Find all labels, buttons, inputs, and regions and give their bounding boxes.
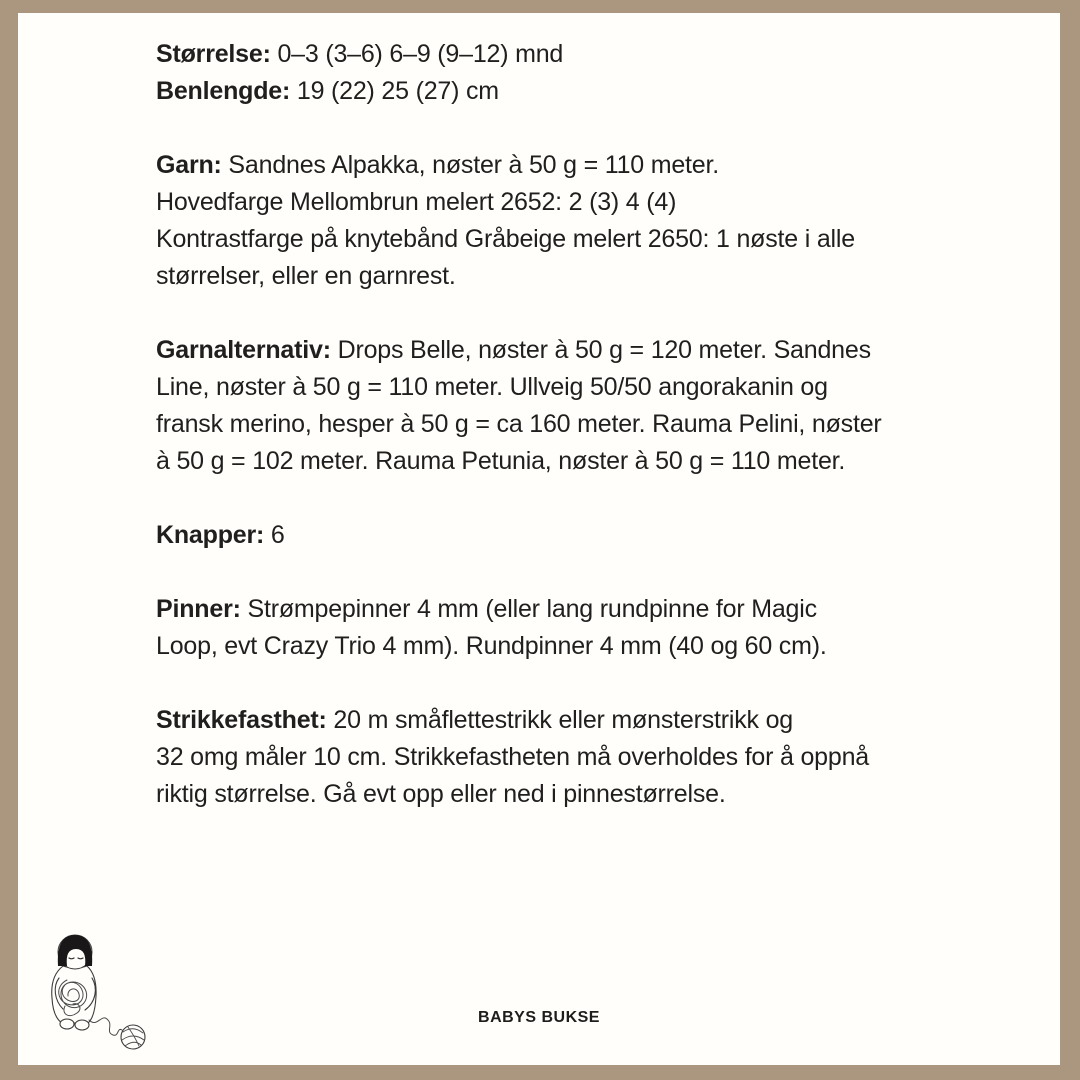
line-text: Kontrastfarge på knytebånd Gråbeige melert 2650: 1 nøste i alle: [156, 225, 855, 253]
line-label: Benlengde:: [156, 77, 291, 105]
pattern-line: [156, 147, 882, 184]
line-label: Garn:: [156, 151, 222, 179]
pattern-section: [156, 36, 882, 110]
pattern-section: [156, 702, 882, 813]
child-with-yarn-illustration: [35, 920, 165, 1060]
line-text: Line, nøster à 50 g = 110 meter. Ullveig 50/50 angorakanin og: [156, 373, 828, 401]
pattern-line: [156, 258, 882, 295]
line-text: Drops Belle, nøster à 50 g = 120 meter. Sandnes: [330, 336, 871, 364]
pattern-line: [156, 221, 882, 258]
pattern-line: [156, 443, 882, 480]
line-label: Pinner:: [156, 595, 241, 623]
pattern-line: [156, 184, 882, 221]
pattern-line: [156, 702, 882, 739]
line-text: 19 (22) 25 (27) cm: [290, 77, 499, 105]
pattern-line: [156, 591, 882, 628]
pattern-section: [156, 517, 882, 554]
line-text: størrelser, eller en garnrest.: [156, 262, 456, 290]
pattern-card: [18, 13, 1060, 1065]
line-text: Strømpepinner 4 mm (eller lang rundpinne for Magic: [240, 595, 817, 623]
pattern-section: [156, 332, 882, 480]
pattern-line: [156, 628, 882, 665]
pattern-line: [156, 517, 882, 554]
line-text: 32 omg måler 10 cm. Strikkefastheten må overholdes for å oppnå: [156, 743, 869, 771]
line-label: Garnalternativ:: [156, 336, 331, 364]
pattern-line: [156, 406, 882, 443]
pattern-line: [156, 36, 882, 73]
line-label: Strikkefasthet:: [156, 706, 327, 734]
line-text: riktig størrelse. Gå evt opp eller ned i pinnestørrelse.: [156, 780, 726, 808]
pattern-text-column: [156, 36, 882, 813]
pattern-section: [156, 147, 882, 295]
line-text: Loop, evt Crazy Trio 4 mm). Rundpinner 4 mm (40 og 60 cm).: [156, 632, 827, 660]
pattern-line: [156, 369, 882, 406]
footer-title: BABYS BUKSE: [478, 1009, 600, 1026]
pattern-line: [156, 73, 882, 110]
pattern-line: [156, 739, 882, 776]
line-text: à 50 g = 102 meter. Rauma Petunia, nøster à 50 g = 110 meter.: [156, 447, 846, 475]
pattern-line: [156, 776, 882, 813]
line-label: Knapper:: [156, 521, 265, 549]
pattern-section: [156, 591, 882, 665]
line-text: Sandnes Alpakka, nøster à 50 g = 110 meter.: [221, 151, 719, 179]
line-text: fransk merino, hesper à 50 g = ca 160 meter. Rauma Pelini, nøster: [156, 410, 882, 438]
line-label: Størrelse:: [156, 40, 271, 68]
line-text: 20 m småflettestrikk eller mønsterstrikk og: [326, 706, 793, 734]
line-text: 0–3 (3–6) 6–9 (9–12) mnd: [270, 40, 564, 68]
line-text: 6: [264, 521, 285, 549]
line-text: Hovedfarge Mellombrun melert 2652: 2 (3) 4 (4): [156, 188, 677, 216]
pattern-line: [156, 332, 882, 369]
